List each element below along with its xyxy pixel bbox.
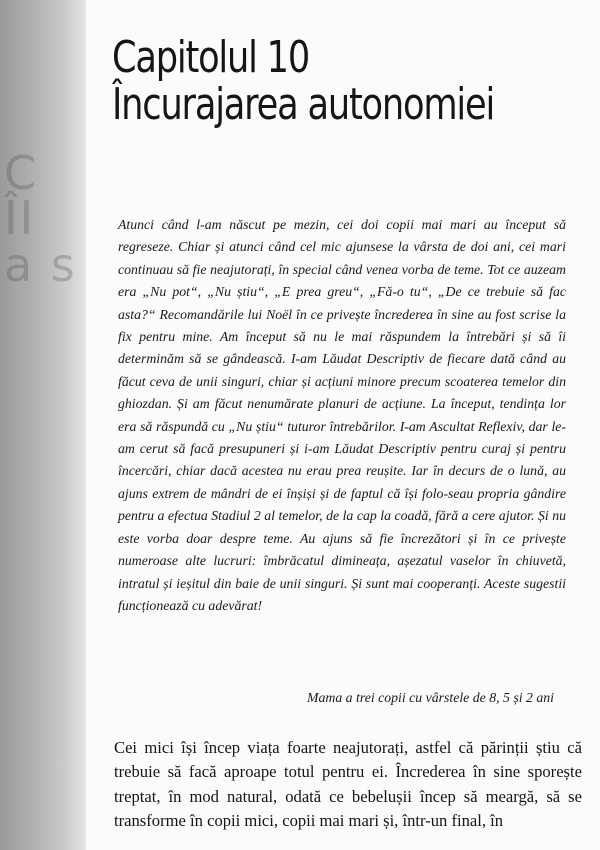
chapter-title: Încurajarea autonomiei [112,79,495,130]
ghost-text-line: C [4,146,39,200]
chapter-header [112,34,582,128]
testimonial-text: Atunci când l-am născut pe mezin, cei doi copii mai mari au început să regreseze. Chiar și atunci când cel mic ajunsese la vârsta de doi ani, cei mari continuau să fie neajutorați, în special când venea vorba de teme. Tot ce auzeam era „Nu pot“, „Nu știu“, „E prea greu“, „Fă-o tu“, „De ce trebuie să fac asta?“ Recomandările lui Noël în ce privește încrederea în sine au fost scrise la fix pentru mine. Am început să nu le mai răspundem la întrebări și să îi determinăm să se gândească. I-am Lăudat Descriptiv de fiecare dată când au făcut ceva de unii singuri, chiar și acțiuni minore precum scoaterea temelor din ghiozdan. Și am făcut nenumărate planuri de acțiune. La început, tendința lor era să răspundă cu „Nu știu“ tuturor întrebărilor. I-am Ascultat Reflexiv, dar le-am cerut să facă presupuneri și i-am Lăudat Descriptiv pentru curaj și pentru încercări, chiar dacă acestea nu erau prea reușite. Iar în decurs de o lună, au ajuns extrem de mândri de ei înșiși și de faptul că își folo-seau propria gândire pentru a efectua Stadiul 2 al temelor, de la cap la coadă, fără a cere ajutor. Și nu este vorba doar despre teme. Au ajuns să fie încrezători și în ce privește numeroase alte lucruri: îmbrăcatul dimineața, așezatul vaselor în chiuvetă, intratul și ieșitul din baie de unii singuri. Și sunt mai cooperanți. Aceste sugestii funcționează cu adevărat! [118,217,566,613]
chapter-number: Capitolul 10 [112,32,310,83]
body-paragraph: Cei mici își încep viața foarte neajutorați, astfel că părinții știu că trebuie să facă aproape totul pentru ei. Încrederea în sine sporește treptat, în mod natural, odată ce bebelușii încep să meargă, să se transforme în copii mici, copii mai mari și, într-un final, în [114,738,582,831]
ghost-text-line: ÎI [4,191,36,245]
testimonial-quote [118,214,566,617]
ghost-text-line: a s [4,238,77,292]
testimonial-attribution: Mama a trei copii cu vârstele de 8, 5 și 2 ani [306,690,554,705]
facing-page-bleed [0,0,86,850]
